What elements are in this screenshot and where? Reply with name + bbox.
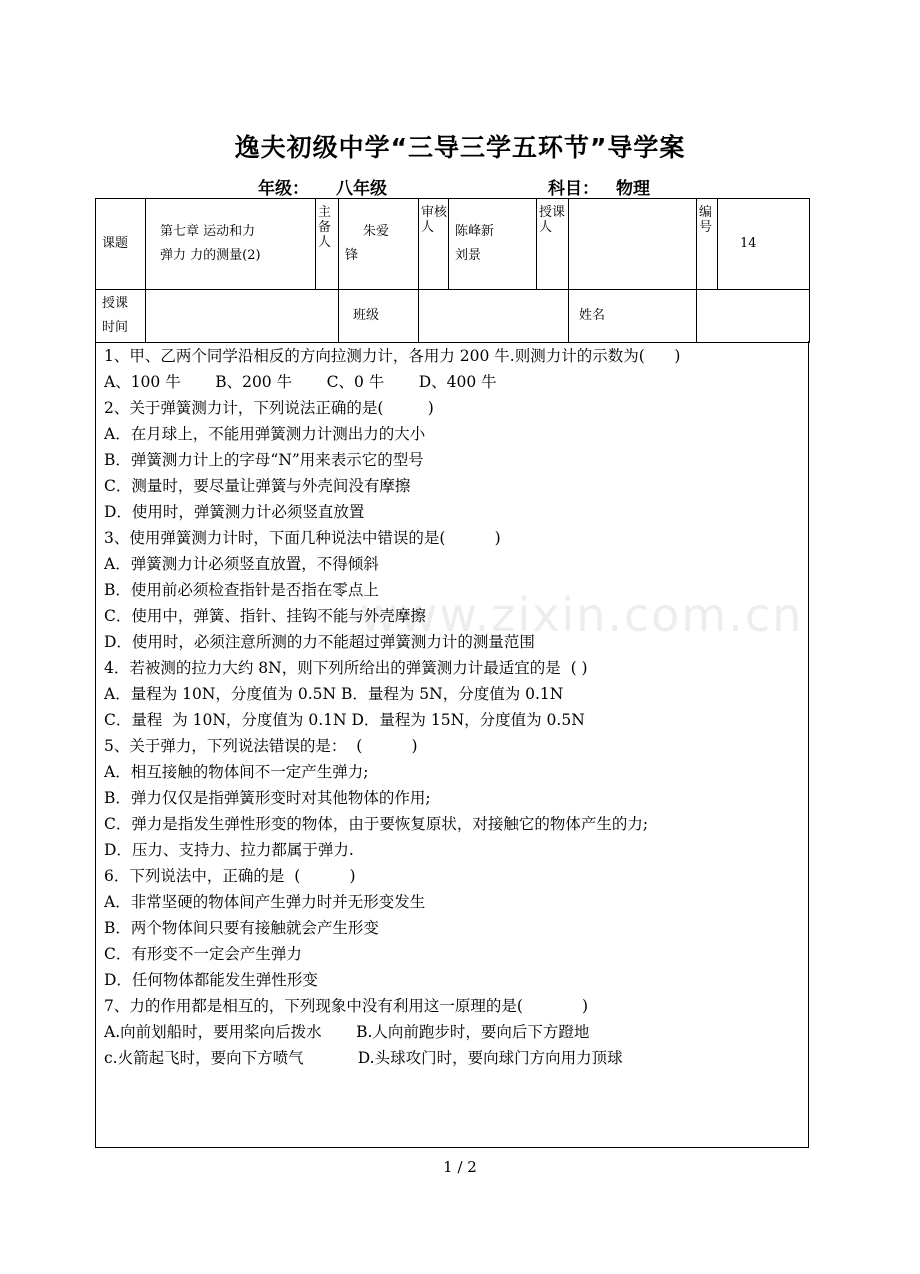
- preparer-cell: [339, 199, 419, 290]
- page-title: 逸夫初级中学“三导三学五环节”导学案: [234, 133, 686, 162]
- question-line: 6．下列说法中，正确的是 ( ): [104, 867, 356, 885]
- teacher-value: [569, 199, 697, 290]
- page-number: 1 / 2: [443, 1158, 477, 1176]
- subject-label: 科目：: [548, 179, 599, 199]
- question-line: C．量程 为 10N，分度值为 0.1N D．量程为 15N，分度值为 0.5N: [104, 711, 585, 729]
- question-line: D．压力、支持力、拉力都属于弹力.: [104, 841, 354, 859]
- question-line: 5、关于弹力，下列说法错误的是： ( ): [104, 737, 418, 755]
- question-line: B．弹簧测力计上的字母“N”用来表示它的型号: [104, 451, 424, 469]
- question-line: D．任何物体都能发生弹性形变: [104, 971, 318, 989]
- question-line: B．弹力仅仅是指弹簧形变时对其他物体的作用;: [104, 789, 431, 807]
- reviewer-line-1: 陈峰新: [455, 224, 495, 239]
- info-table: [95, 198, 810, 343]
- number-value: 14: [718, 199, 810, 290]
- question-line: 7、力的作用都是相互的，下列现象中没有利用这一原理的是( ): [104, 997, 589, 1015]
- watermark: www.zixin.com.cn: [360, 588, 804, 642]
- class-label: 班级: [339, 290, 419, 343]
- number-label: 编号: [697, 199, 718, 290]
- preparer-line-1: 朱爱: [363, 224, 390, 239]
- topic-line-2: 弹力 力的测量(2): [160, 248, 261, 263]
- time-value: [146, 290, 339, 343]
- preparer-line-2: 锋: [345, 248, 359, 263]
- grade-value: 八年级: [336, 179, 387, 199]
- question-list: [104, 343, 804, 1071]
- question-line: A．量程为 10N，分度值为 0.5N B．量程为 5N，分度值为 0.1N: [104, 685, 564, 703]
- question-line: 2、关于弹簧测力计，下列说法正确的是( ): [104, 399, 434, 417]
- question-line: A．在月球上，不能用弹簧测力计测出力的大小: [104, 425, 426, 443]
- question-line: C．测量时，要尽量让弹簧与外壳间没有摩擦: [104, 477, 411, 495]
- question-line: D．使用时，必须注意所测的力不能超过弹簧测力计的测量范围: [104, 633, 535, 651]
- name-value: [697, 290, 810, 343]
- teacher-label: 授课人: [537, 199, 569, 290]
- time-label-line-2: 时间: [102, 320, 129, 335]
- question-line: C．使用中，弹簧、指针、挂钩不能与外壳摩擦: [104, 607, 426, 625]
- question-line: A．相互接触的物体间不一定产生弹力;: [104, 763, 369, 781]
- question-line: 3、使用弹簧测力计时，下面几种说法中错误的是( ): [104, 529, 501, 547]
- name-label: 姓名: [569, 290, 697, 343]
- question-line: c.火箭起飞时，要向下方喷气 D.头球攻门时，要向球门方向用力顶球: [104, 1049, 623, 1067]
- question-line: C．有形变不一定会产生弹力: [104, 945, 302, 963]
- preparer-label: 主备人: [316, 199, 339, 290]
- time-label-line-1: 授课: [102, 296, 129, 311]
- question-line: A．非常坚硬的物体间产生弹力时并无形变发生: [104, 893, 426, 911]
- time-label: [96, 290, 146, 343]
- question-line: 1、甲、乙两个同学沿相反的方向拉测力计，各用力 200 牛.则测力计的示数为( ): [104, 347, 681, 365]
- question-line: B．两个物体间只要有接触就会产生形变: [104, 919, 379, 937]
- class-value: [419, 290, 569, 343]
- question-line: D．使用时，弹簧测力计必须竖直放置: [104, 503, 365, 521]
- question-line: A.向前划船时，要用桨向后拨水 B.人向前跑步时，要向后下方蹬地: [104, 1023, 590, 1041]
- reviewer-line-2: 刘景: [455, 248, 482, 263]
- topic-line-1: 第七章 运动和力: [160, 224, 256, 239]
- question-line: A．弹簧测力计必须竖直放置，不得倾斜: [104, 555, 379, 573]
- question-line: A、100 牛 B、200 牛 C、0 牛 D、400 牛: [104, 373, 497, 391]
- grade-label: 年级：: [258, 179, 309, 199]
- topic-cell: [146, 199, 316, 290]
- question-line: 4．若被测的拉力大约 8N，则下列所给出的弹簧测力计最适宜的是 ( ): [104, 659, 588, 677]
- reviewer-cell: [449, 199, 537, 290]
- topic-label: 课题: [96, 199, 146, 290]
- reviewer-label: 审核人: [419, 199, 449, 290]
- question-line: B．使用前必须检查指针是否指在零点上: [104, 581, 379, 599]
- subject-value: 物理: [616, 179, 650, 199]
- question-line: C．弹力是指发生弹性形变的物体，由于要恢复原状，对接触它的物体产生的力;: [104, 815, 649, 833]
